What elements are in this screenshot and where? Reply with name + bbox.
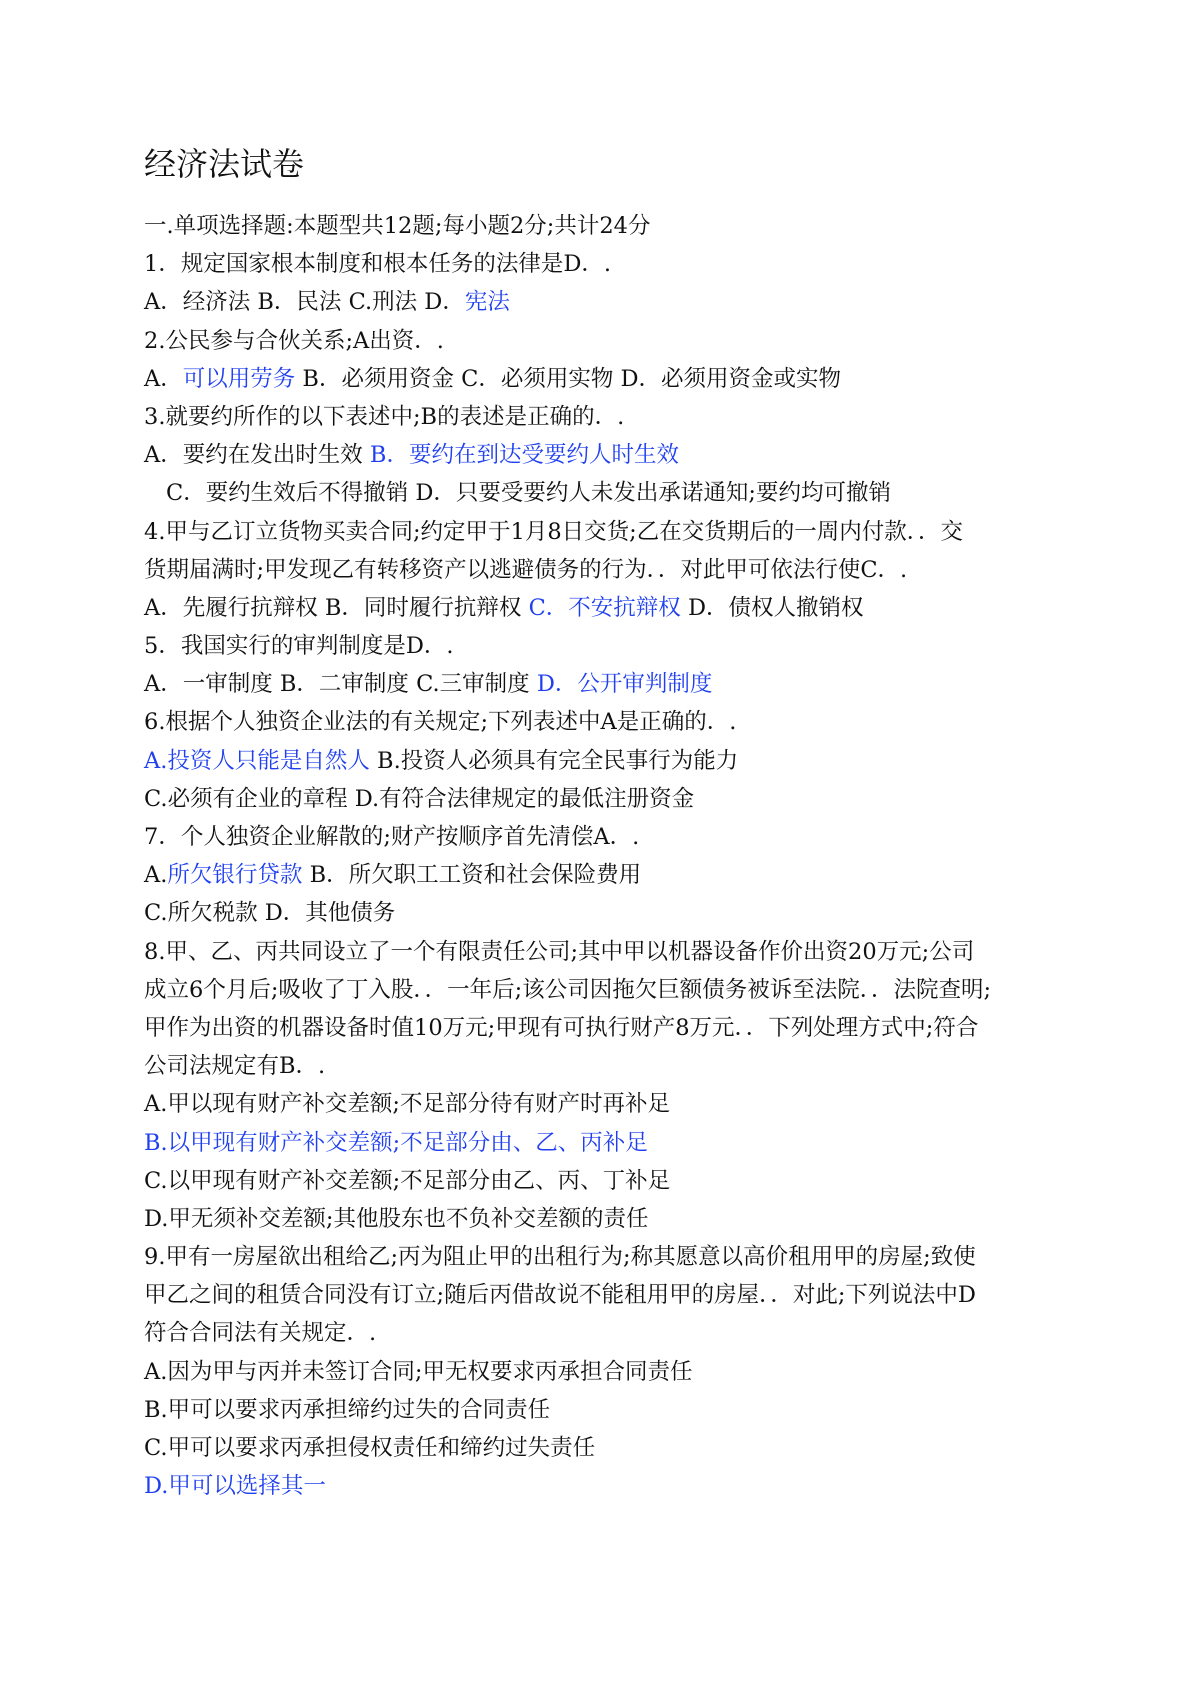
line-text: A.甲以现有财产补交差额;不足部分待有财产时再补足 [144, 1091, 670, 1118]
line-text: C.以甲现有财产补交差额;不足部分由乙、丙、丁补足 [144, 1167, 671, 1194]
line-text: A．经济法 B．民法 C.刑法 D． [144, 289, 465, 316]
text-line [144, 1238, 1064, 1276]
line-text: B.甲可以要求丙承担缔约过失的合同责任 [144, 1396, 551, 1423]
text-line [144, 703, 1064, 741]
text-line [144, 322, 1064, 360]
line-text: A．要约在发出时生效 [144, 442, 370, 469]
line-text: 公司法规定有B．. [144, 1053, 326, 1080]
answer-text: D．公开审判制度 [536, 671, 713, 698]
text-line [144, 742, 1064, 780]
line-text: 甲作为出资的机器设备时值10万元;甲现有可执行财产8万元．．下列处理方式中;符合 [144, 1014, 979, 1041]
answer-text: B.以甲现有财产补交差额;不足部分由、乙、丙补足 [144, 1129, 648, 1156]
answer-text: A.投资人只能是自然人 [144, 747, 370, 774]
text-line [144, 1429, 1064, 1467]
answer-text: D.甲可以选择其一 [144, 1473, 326, 1500]
text-line [144, 1391, 1064, 1429]
line-text: C.必须有企业的章程 D.有符合法律规定的最低注册资金 [144, 785, 695, 812]
text-line [144, 856, 1064, 894]
text-line [144, 1276, 1064, 1314]
text-line [144, 283, 1064, 321]
text-line [144, 627, 1064, 665]
text-line [144, 1047, 1064, 1085]
text-line [144, 818, 1064, 856]
text-line [144, 513, 1064, 551]
document-title: 经济法试卷 [144, 145, 305, 183]
text-line [144, 589, 1064, 627]
text-line [144, 665, 1064, 703]
text-line [144, 1467, 1064, 1505]
answer-text: 所欠银行贷款 [167, 862, 303, 889]
text-line [144, 780, 1064, 818]
text-line [144, 207, 1064, 245]
line-text-continued: B．所欠职工工资和社会保险费用 [302, 862, 642, 889]
line-text: A.因为甲与丙并未签订合同;甲无权要求丙承担合同责任 [144, 1358, 693, 1385]
text-line [144, 474, 1064, 512]
text-line [144, 971, 1064, 1009]
answer-text: 可以用劳务 [182, 365, 296, 392]
line-text: C.所欠税款 D．其他债务 [144, 900, 396, 927]
text-line [144, 1124, 1064, 1162]
text-line [144, 1162, 1064, 1200]
line-text: 6.根据个人独资企业法的有关规定;下列表述中A是正确的．. [144, 709, 737, 736]
text-line [144, 245, 1064, 283]
text-line [144, 1314, 1064, 1352]
line-text-continued: B.投资人必须具有完全民事行为能力 [369, 747, 739, 774]
line-text: A. [144, 862, 168, 889]
text-line [144, 398, 1064, 436]
line-text: 成立6个月后;吸收了丁入股．．一年后;该公司因拖欠巨额债务被诉至法院．．法院查明; [144, 976, 992, 1003]
text-line [144, 1085, 1064, 1123]
line-text-continued: D．债权人撤销权 [680, 594, 864, 621]
line-text: 1．规定国家根本制度和根本任务的法律是D．. [144, 251, 612, 278]
line-text: 货期届满时;甲发现乙有转移资产以逃避债务的行为．．对此甲可依法行使C．. [144, 556, 908, 583]
line-text: 8.甲、乙、丙共同设立了一个有限责任公司;其中甲以机器设备作价出资20万元;公司 [144, 938, 975, 965]
line-text: 一.单项选择题:本题型共12题;每小题2分;共计24分 [144, 213, 651, 239]
line-text: 9.甲有一房屋欲出租给乙;丙为阻止甲的出租行为;称其愿意以高价租用甲的房屋;致使 [144, 1244, 976, 1271]
text-line [144, 894, 1064, 932]
answer-text: 宪法 [464, 289, 510, 316]
line-text: 甲乙之间的租赁合同没有订立;随后丙借故说不能租用甲的房屋．．对此;下列说法中D [144, 1282, 976, 1309]
line-text: A．先履行抗辩权 B．同时履行抗辩权 [144, 594, 529, 621]
text-line [144, 1200, 1064, 1238]
line-text: C．要约生效后不得撤销 D．只要受要约人未发出承诺通知;要约均可撤销 [166, 480, 891, 507]
line-text: 2.公民参与合伙关系;A出资．. [144, 327, 444, 354]
line-text: A． [144, 365, 183, 392]
line-text: 5．我国实行的审判制度是D．. [144, 633, 454, 660]
document-body [144, 207, 1064, 1505]
line-text: D.甲无须补交差额;其他股东也不负补交差额的责任 [144, 1205, 649, 1232]
answer-text: C．不安抗辩权 [528, 594, 681, 621]
text-line [144, 551, 1064, 589]
text-line [144, 436, 1064, 474]
text-line [144, 1353, 1064, 1391]
line-text: 7．个人独资企业解散的;财产按顺序首先清偿A．. [144, 824, 640, 850]
text-line [144, 1009, 1064, 1047]
line-text: C.甲可以要求丙承担侵权责任和缔约过失责任 [144, 1435, 596, 1461]
line-text-continued: B．必须用资金 C．必须用实物 D．必须用资金或实物 [295, 365, 842, 392]
answer-text: B．要约在到达受要约人时生效 [369, 442, 679, 469]
line-text: 3.就要约所作的以下表述中;B的表述是正确的．. [144, 403, 625, 430]
text-line [144, 360, 1064, 398]
text-line [144, 933, 1064, 971]
line-text: 符合合同法有关规定．. [144, 1320, 377, 1347]
line-text: 4.甲与乙订立货物买卖合同;约定甲于1月8日交货;乙在交货期后的一周内付款．．交 [144, 518, 964, 545]
line-text: A．一审制度 B．二审制度 C.三审制度 [144, 671, 537, 698]
